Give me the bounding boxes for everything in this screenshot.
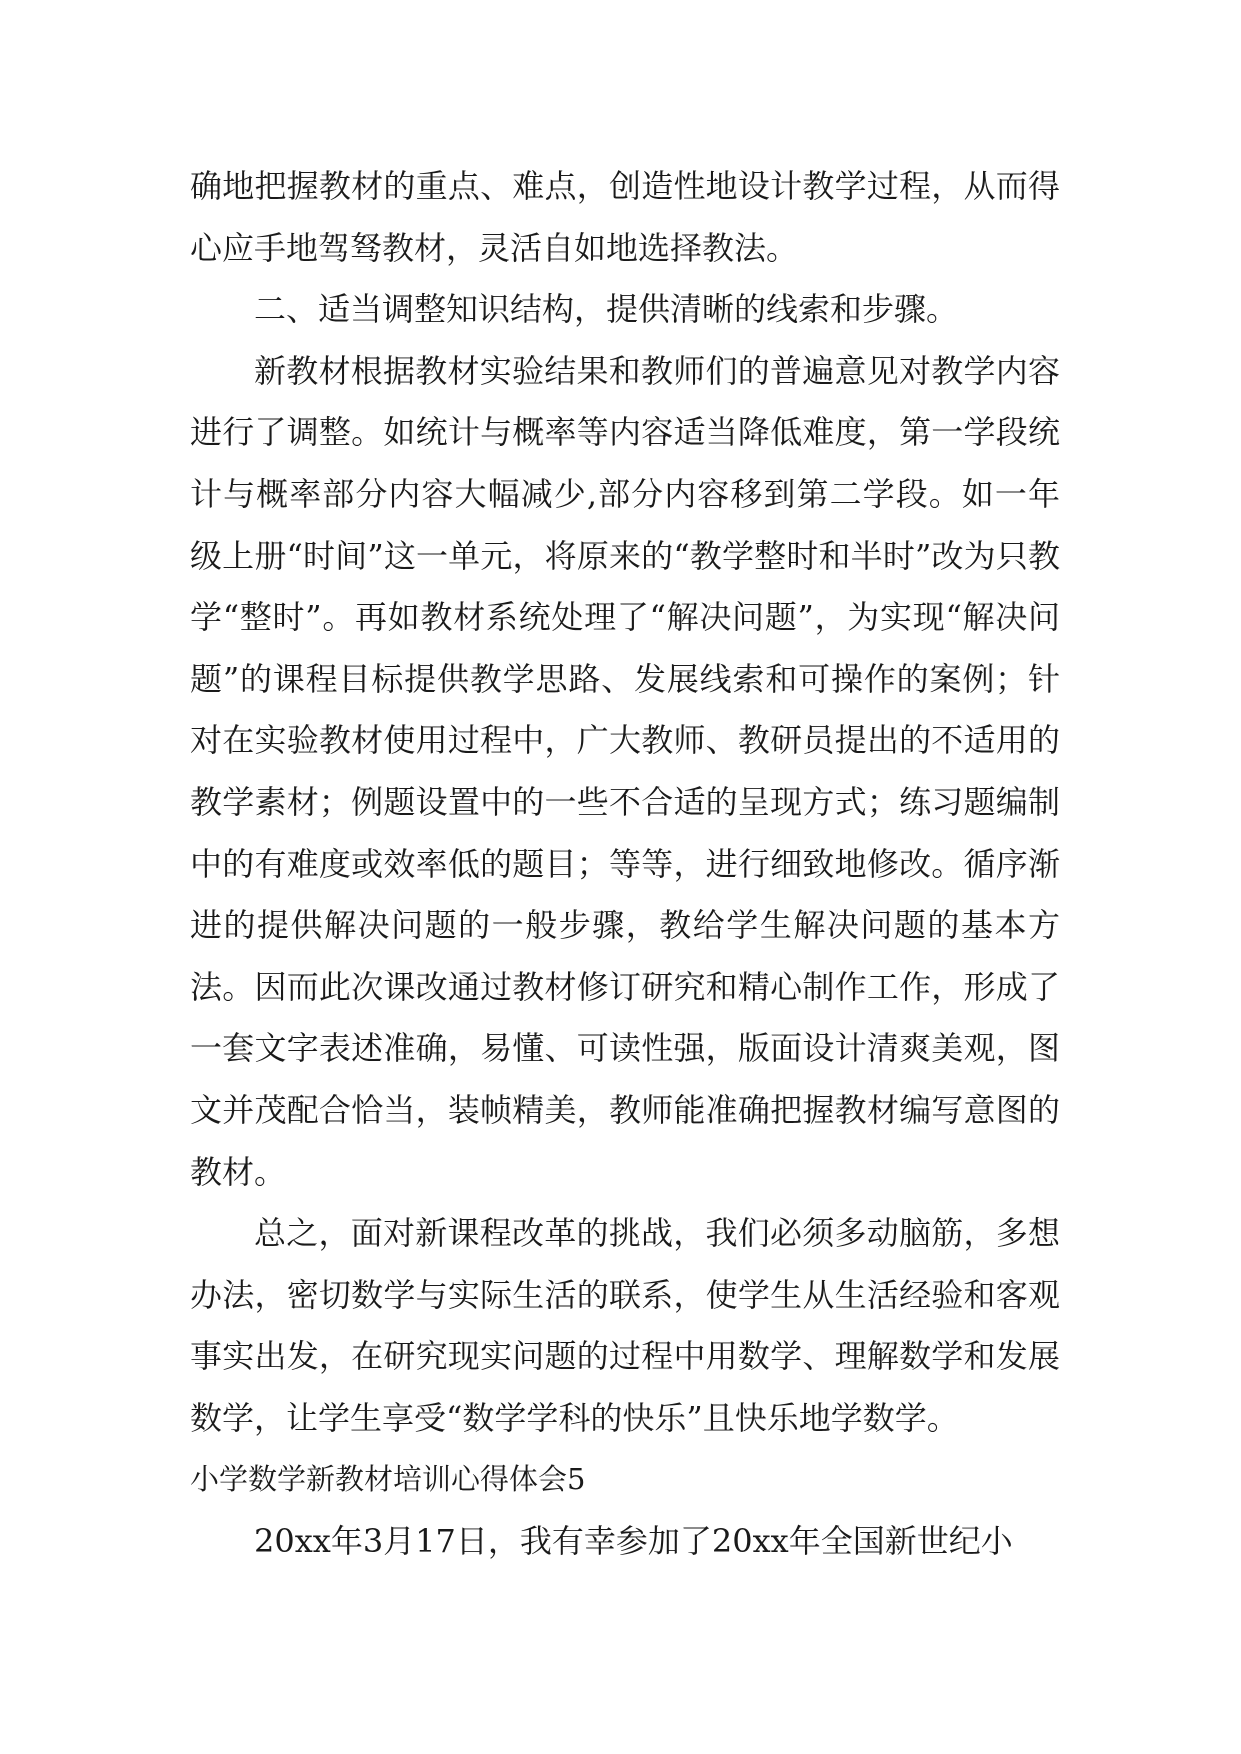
paragraph-point-two: 二、适当调整知识结构，提供清晰的线索和步骤。	[254, 290, 959, 329]
section-heading: 小学数学新教材培训心得体会5	[190, 1462, 586, 1497]
paragraph-intro: 20xx年3月17日，我有幸参加了20xx年全国新世纪小	[254, 1522, 1013, 1561]
paragraph-conclusion: 总之，面对新课程改革的挑战，我们必须多动脑筋，多想办法，密切数学与实际生活的联系，使学生从生活经验和客观事实出发，在研究现实问题的过程中用数学、理解数学和发展数学，让学生享受“数学学科的快乐”且快乐地学数学。	[190, 1214, 1060, 1437]
paragraph-continuation: 确地把握教材的重点、难点，创造性地设计教学过程，从而得心应手地驾驽教材，灵活自如地选择教法。	[190, 167, 1060, 267]
document-body	[190, 156, 1060, 1573]
paragraph-textbook-adjustment: 新教材根据教材实验结果和教师们的普遍意见对教学内容进行了调整。如统计与概率等内容适当降低难度，第一学段统计与概率部分内容大幅减少,部分内容移到第二学段。如一年级上册“时间”这一单元，将原来的“教学整时和半时”改为只教学“整时”。再如教材系统处理了“解决问题”，为实现“解决问题”的课程目标提供教学思路、发展线索和可操作的案例；针对在实验教材使用过程中，广大教师、教研员提出的不适用的教学素材；例题设置中的一些不合适的呈现方式；练习题编制中的有难度或效率低的题目；等等，进行细致地修改。循序渐进的提供解决问题的一般步骤，教给学生解决问题的基本方法。因而此次课改通过教材修订研究和精心制作工作，形成了一套文字表述准确，易懂、可读性强，版面设计清爽美观，图文并茂配合恰当，装帧精美，教师能准确把握教材编写意图的教材。	[190, 351, 1060, 1191]
